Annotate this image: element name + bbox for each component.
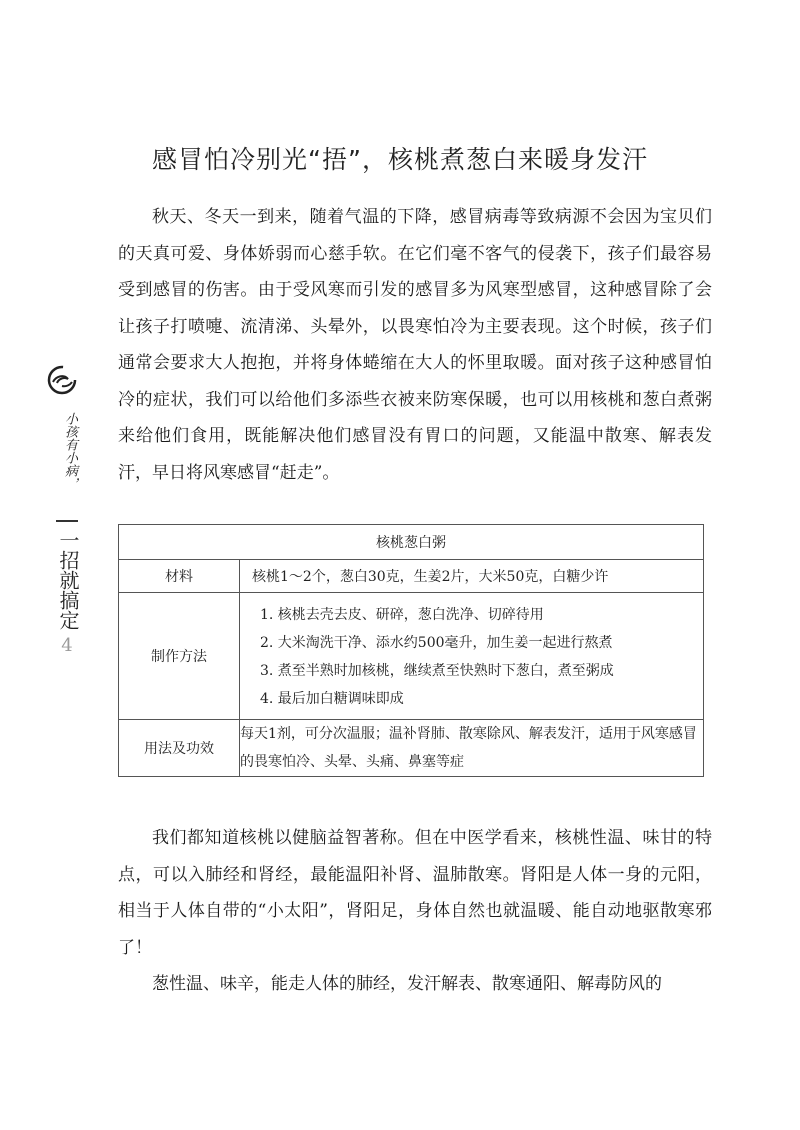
intro-paragraph: 秋天、冬天一到来，随着气温的下降，感冒病毒等致病源不会因为宝贝们的天真可爱、身体娇弱而心慈手软。在它们毫不客气的侵袭下，孩子们最容易受到感冒的伤害。由于受风寒而引发的感冒多为风寒型感冒，这种感冒除了会让孩子打喷嚏、流清涕、头晕外，以畏寒怕冷为主要表现。这个时候，孩子们通常会要求大人抱抱，并将身体蜷缩在大人的怀里取暖。面对孩子这种感冒怕冷的症状，我们可以给他们多添些衣被来防寒保暖，也可以用核桃和葱白煮粥来给他们食用，既能解决他们感冒没有胃口的问题，又能温中散寒、解表发汗，早日将风寒感冒“赶走”。 xyxy=(118,207,712,483)
side-divider xyxy=(56,520,78,522)
page-number: 4 xyxy=(61,635,73,656)
method-step: 3. 煮至半熟时加核桃，继续煮至快熟时下葱白，煮至粥成 xyxy=(260,663,614,679)
walnut-paragraph: 我们都知道核桃以健脑益智著称。但在中医学看来，核桃性温、味甘的特点，可以入肺经和肾经，最能温阳补肾、温肺散寒。肾阳是人体一身的元阳，相当于人体自带的“小太阳”，肾阳足，身体自然也就温暖、能自动地驱散寒邪了！ xyxy=(118,828,712,958)
method-cell xyxy=(240,593,704,720)
page-title: 感冒怕冷别光“捂”，核桃煮葱白来暖身发汗 xyxy=(152,145,648,174)
method-step: 2. 大米淘洗干净、添水约500毫升，加生姜一起进行熬煮 xyxy=(260,635,613,651)
materials-label: 材料 xyxy=(119,560,240,593)
recipe-title: 核桃葱白粥 xyxy=(119,525,704,560)
method-label: 制作方法 xyxy=(119,593,240,720)
series-name: 小孩有小病， xyxy=(62,412,77,490)
swirl-logo-icon xyxy=(42,360,82,400)
method-step: 1. 核桃去壳去皮、研碎，葱白洗净、切碎待用 xyxy=(260,607,544,623)
usage-value: 每天1剂，可分次温服；温补肾肺、散寒除风、解表发汗，适用于风寒感冒的畏寒怕冷、头晕、头痛、鼻塞等症 xyxy=(240,720,704,777)
series-subtitle: 一招就搞定 xyxy=(56,530,80,630)
materials-value: 核桃1～2个，葱白30克，生姜2片，大米50克，白糖少许 xyxy=(240,560,704,593)
usage-label: 用法及功效 xyxy=(119,720,240,777)
method-step: 4. 最后加白糖调味即成 xyxy=(260,691,404,707)
scallion-paragraph: 葱性温、味辛，能走人体的肺经，发汗解表、散寒通阳、解毒防风的 xyxy=(152,974,662,994)
method-steps xyxy=(240,593,703,719)
recipe-table xyxy=(118,524,704,777)
